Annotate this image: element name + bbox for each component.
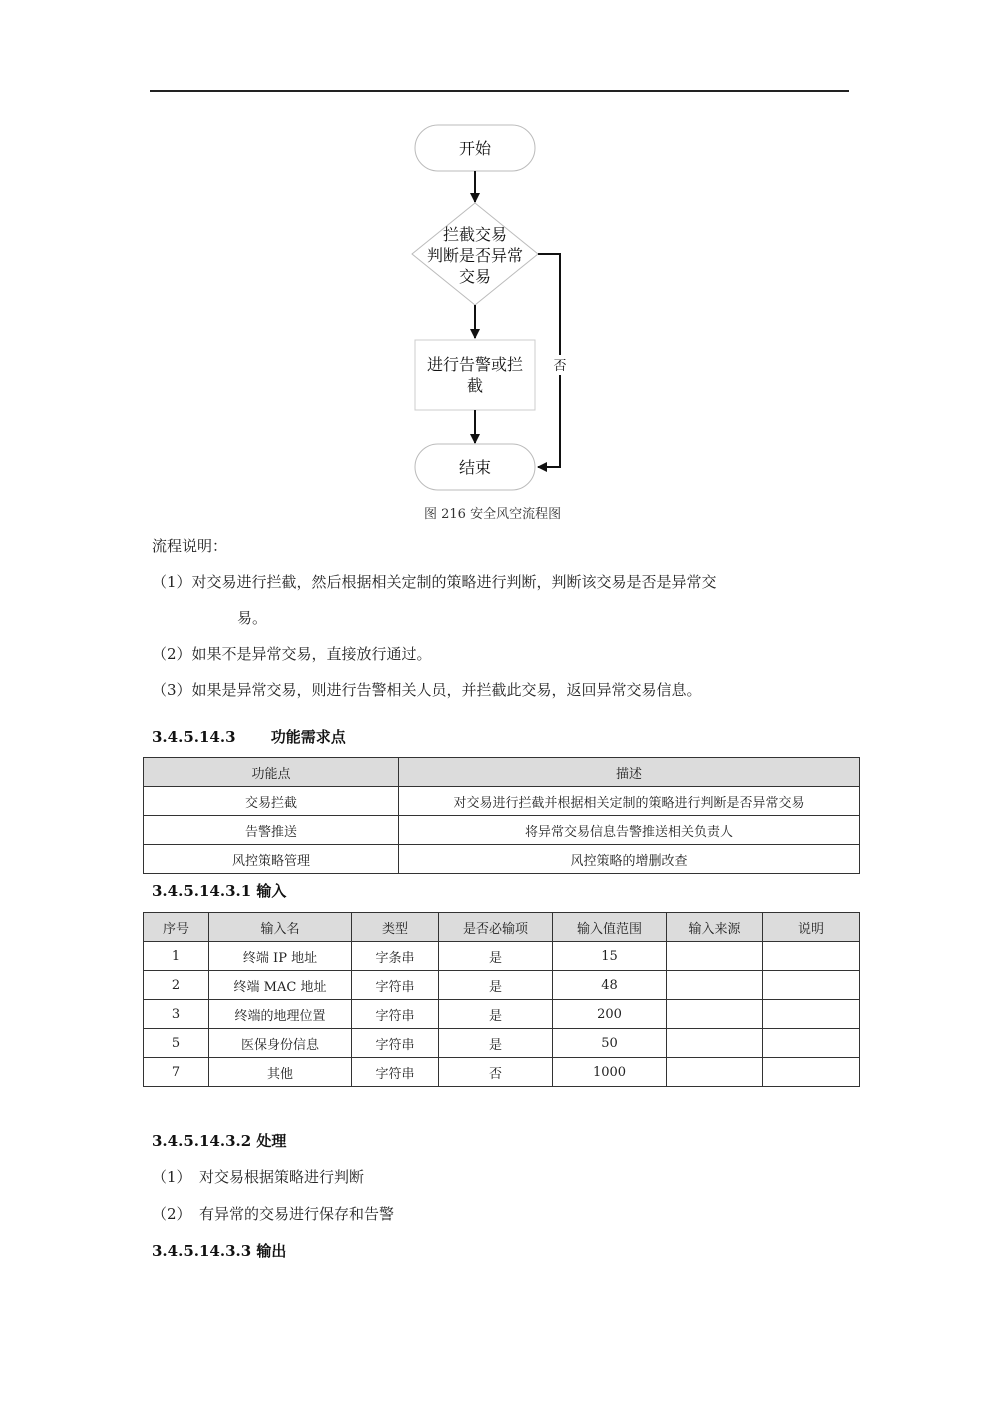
table-cell: 7: [144, 1058, 209, 1087]
column-header: 描述: [399, 758, 860, 787]
table-cell: 风控策略的增删改查: [399, 845, 860, 874]
column-header: 说明: [763, 913, 860, 942]
process-label-line2: 截: [466, 376, 484, 395]
table-cell: [763, 1058, 860, 1087]
table-cell: 是: [439, 1000, 553, 1029]
table-row: [144, 971, 860, 1000]
table-cell: 字符串: [352, 1029, 439, 1058]
table-row: [144, 1000, 860, 1029]
process-item-2: （2） 有异常的交易进行保存和告警: [152, 1205, 395, 1223]
table-cell: 否: [439, 1058, 553, 1087]
table-row: [144, 787, 860, 816]
flow-description-title: 流程说明：: [152, 537, 228, 555]
decision-label-line3: 交易: [458, 267, 492, 286]
table-cell: 是: [439, 942, 553, 971]
decision-label-line1: 拦截交易: [442, 225, 508, 244]
table-cell: 200: [553, 1000, 667, 1029]
table-cell: 字符串: [352, 1058, 439, 1087]
table-cell: [763, 1029, 860, 1058]
table-row: [144, 816, 860, 845]
table-row: [144, 845, 860, 874]
table-cell: 15: [553, 942, 667, 971]
table-cell: [667, 1058, 763, 1087]
table-cell: 1: [144, 942, 209, 971]
column-header: 是否必输项: [439, 913, 553, 942]
decision-label-line2: 判断是否异常: [426, 246, 524, 265]
table-cell: 医保身份信息: [209, 1029, 352, 1058]
flow-item-1-cont: 易。: [237, 609, 268, 627]
process-label-line1: 进行告警或拦: [426, 355, 524, 374]
start-label: 开始: [458, 139, 492, 158]
table-row: [144, 1058, 860, 1087]
section-process-heading: 3.4.5.14.3.2 处理: [152, 1132, 287, 1150]
table-cell: 告警推送: [144, 816, 399, 845]
process-node: [415, 340, 535, 410]
table-cell: 3: [144, 1000, 209, 1029]
table-cell: 50: [553, 1029, 667, 1058]
flow-item-1: （1）对交易进行拦截，然后根据相关定制的策略进行判断，判断该交易是否是异常交: [152, 573, 717, 591]
process-item-1: （1） 对交易根据策略进行判断: [152, 1168, 365, 1186]
table-cell: 是: [439, 971, 553, 1000]
table-cell: 终端 MAC 地址: [209, 971, 352, 1000]
no-branch-label: 否: [553, 359, 567, 374]
table-cell: [667, 1029, 763, 1058]
column-header: 输入名: [209, 913, 352, 942]
table-cell: 终端 IP 地址: [209, 942, 352, 971]
table-cell: 字条串: [352, 942, 439, 971]
table-cell: 风控策略管理: [144, 845, 399, 874]
end-label: 结束: [458, 458, 492, 477]
section-func-title: 功能需求点: [270, 728, 346, 746]
table-cell: 5: [144, 1029, 209, 1058]
table-cell: [667, 971, 763, 1000]
table-cell: [763, 942, 860, 971]
table-cell: 是: [439, 1029, 553, 1058]
section-func-heading: [152, 726, 346, 747]
figure-caption: 图 216 安全风空流程图: [424, 507, 562, 522]
table-cell: 48: [553, 971, 667, 1000]
flow-item-3: （3）如果是异常交易，则进行告警相关人员，并拦截此交易，返回异常交易信息。: [152, 681, 702, 699]
table-cell: [667, 942, 763, 971]
section-output-heading: 3.4.5.14.3.3 输出: [152, 1242, 287, 1260]
table-row: [144, 942, 860, 971]
column-header: 类型: [352, 913, 439, 942]
table-cell: 其他: [209, 1058, 352, 1087]
section-input-heading: 3.4.5.14.3.1 输入: [152, 882, 287, 900]
table-cell: 终端的地理位置: [209, 1000, 352, 1029]
table-cell: [763, 1000, 860, 1029]
table-cell: [763, 971, 860, 1000]
input-table: [143, 912, 860, 1087]
function-points-table: [143, 757, 860, 874]
table-cell: 字符串: [352, 1000, 439, 1029]
table-cell: 2: [144, 971, 209, 1000]
column-header: 输入来源: [667, 913, 763, 942]
table-cell: 交易拦截: [144, 787, 399, 816]
table-cell: [667, 1000, 763, 1029]
table-cell: 对交易进行拦截并根据相关定制的策略进行判断是否异常交易: [399, 787, 860, 816]
table-row: [144, 1029, 860, 1058]
table-header-row: [144, 913, 860, 942]
column-header: 序号: [144, 913, 209, 942]
column-header: 功能点: [144, 758, 399, 787]
table-header-row: [144, 758, 860, 787]
table-cell: 1000: [553, 1058, 667, 1087]
column-header: 输入值范围: [553, 913, 667, 942]
table-cell: 将异常交易信息告警推送相关负责人: [399, 816, 860, 845]
section-func-number: 3.4.5.14.3: [152, 728, 236, 746]
flow-item-2: （2）如果不是异常交易，直接放行通过。: [152, 645, 432, 663]
table-cell: 字符串: [352, 971, 439, 1000]
security-flowchart: [0, 0, 1000, 500]
